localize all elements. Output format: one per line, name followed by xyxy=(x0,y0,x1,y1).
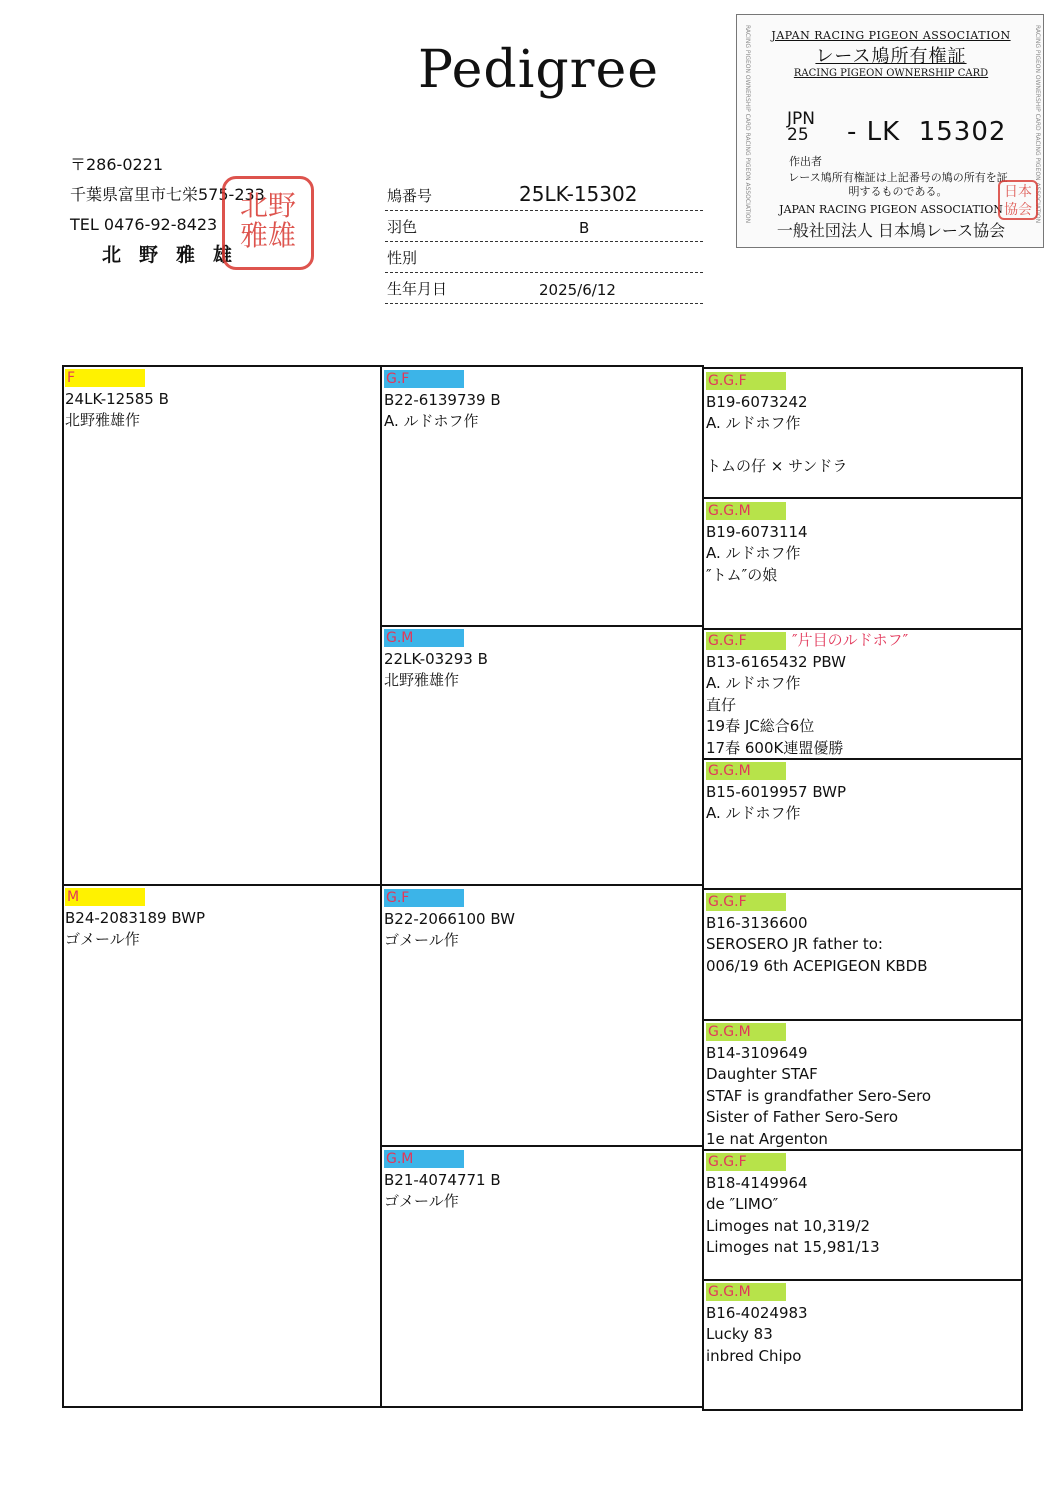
ggp-mff-cell xyxy=(706,891,928,977)
ggp-mmf-line: Limoges nat 10,319/2 xyxy=(706,1216,871,1235)
card-jpn: JPN xyxy=(787,109,815,129)
ggp-fmf-line: 19春 JC総合6位 xyxy=(706,717,815,735)
card-title-en: RACING PIGEON OWNERSHIP CARD xyxy=(793,68,989,79)
info-row-ring xyxy=(385,180,703,211)
card-inner xyxy=(763,29,1019,239)
grid-line-col2 xyxy=(380,365,382,1407)
postal-code: 〒286-0221 xyxy=(70,155,164,174)
ggp-ffm-ring: B19-6073114 xyxy=(706,522,808,541)
ggp-fff-tag: G.G.F xyxy=(706,372,786,390)
ggp-mmm-tag: G.G.M xyxy=(706,1283,786,1301)
card-number-prefix xyxy=(787,111,815,143)
ggp-fmf-line: 17春 600K連盟優勝 xyxy=(706,738,844,757)
owner-tel: TEL 0476-92-8423 xyxy=(70,215,218,234)
grid-line-mid-right xyxy=(702,888,1023,890)
info-row-sex xyxy=(385,242,703,273)
maternal-grandfather-ring: B22-2066100 BW xyxy=(384,909,515,928)
ggp-mff-line: 006/19 6th ACEPIGEON KBDB xyxy=(706,956,928,975)
ggp-mfm-line: 1e nat Argenton xyxy=(706,1129,828,1148)
card-side-text-left: RACING PIGEON OWNERSHIP CARD RACING PIGEON ASSOCIATION xyxy=(744,25,751,224)
owner-name: 北野雅雄 xyxy=(102,244,251,266)
grid-line-bottom-right xyxy=(702,1409,1023,1411)
dob-label: 生年月日 xyxy=(387,280,448,298)
maternal-grandmother-breeder: ゴメール作 xyxy=(384,1192,459,1210)
mother-cell xyxy=(65,886,205,951)
color-value: B xyxy=(579,219,590,237)
ggp-fmm-cell xyxy=(706,760,846,825)
ggp-fmm-tag: G.G.M xyxy=(706,762,786,780)
card-association-en: JAPAN RACING PIGEON ASSOCIATION xyxy=(771,29,1011,42)
card-association-en-2: JAPAN RACING PIGEON ASSOCIATION xyxy=(779,203,1003,216)
ring-value: 25LK-15302 xyxy=(519,182,638,206)
card-association-jp: 一般社団法人 日本鳩レース協会 xyxy=(776,221,1006,240)
father-cell xyxy=(65,367,169,432)
card-code: - LK xyxy=(847,117,901,147)
ggp-ffm-cell xyxy=(706,500,808,586)
dob-value: 2025/6/12 xyxy=(539,281,616,299)
association-seal-stamp xyxy=(998,180,1038,220)
ggp-fff-cell xyxy=(706,370,847,478)
info-row-color xyxy=(385,211,703,242)
card-side-text-right: RACING PIGEON OWNERSHIP CARD RACING PIGEON ASSOCIATION xyxy=(1034,25,1041,224)
card-maker-label: 作出者 xyxy=(789,155,822,168)
paternal-grandfather-tag: G.F xyxy=(384,370,464,388)
ggp-ffm-line: ″トム″の娘 xyxy=(706,565,778,584)
ggp-mmf-tag: G.G.F xyxy=(706,1153,786,1171)
ggp-ffm-tag: G.G.M xyxy=(706,502,786,520)
paternal-grandmother-cell xyxy=(384,627,488,692)
grid-line-gm2-top xyxy=(380,1145,702,1147)
ggp-fmf-ring: B13-6165432 PBW xyxy=(706,652,846,671)
paternal-grandfather-cell xyxy=(384,368,501,433)
owner-seal-stamp xyxy=(222,176,314,270)
ggp-fff-ring: B19-6073242 xyxy=(706,392,808,411)
ggp-fff-line xyxy=(706,435,847,457)
ggp-mmf-line: Limoges nat 15,981/13 xyxy=(706,1238,880,1256)
association-seal-text: 日本協会 xyxy=(1004,184,1032,218)
paternal-grandfather-breeder: A. ルドホフ作 xyxy=(384,412,479,430)
pigeon-info xyxy=(385,180,703,304)
father-breeder: 北野雅雄作 xyxy=(65,411,141,429)
mother-breeder: ゴメール作 xyxy=(65,930,140,948)
sex-label: 性別 xyxy=(387,249,418,267)
card-title-jp: レース鳩所有権証 xyxy=(815,46,967,67)
paternal-grandmother-breeder: 北野雅雄作 xyxy=(384,671,460,689)
ggp-fmf-cell xyxy=(706,630,908,759)
ggp-fff-line: トムの仔 × サンドラ xyxy=(706,457,848,475)
ggp-mff-tag: G.G.F xyxy=(706,893,786,911)
info-row-dob xyxy=(385,273,703,304)
ggp-mmm-line: inbred Chipo xyxy=(706,1346,802,1365)
grid-line-r1 xyxy=(702,497,1023,499)
ggp-fff-line: A. ルドホフ作 xyxy=(706,414,801,432)
grid-line-top-right xyxy=(702,367,1023,369)
paternal-grandfather-ring: B22-6139739 B xyxy=(384,390,501,409)
maternal-grandmother-cell xyxy=(384,1148,501,1213)
ggp-fmm-ring: B15-6019957 BWP xyxy=(706,782,846,801)
ggp-mmf-cell xyxy=(706,1151,880,1259)
father-ring: 24LK-12585 B xyxy=(65,389,169,408)
paternal-grandmother-tag: G.M xyxy=(384,629,464,647)
maternal-grandmother-ring: B21-4074771 B xyxy=(384,1170,501,1189)
ggp-mff-ring: B16-3136600 xyxy=(706,913,808,932)
ggp-mff-line: SEROSERO JR father to: xyxy=(706,935,883,953)
card-number-value: 15302 xyxy=(918,117,1007,147)
ggp-mmm-ring: B16-4024983 xyxy=(706,1303,808,1322)
ring-label: 鳩番号 xyxy=(387,187,433,205)
card-year: 25 xyxy=(787,125,809,145)
card-note: レース鳩所有権証は上記番号の鳩の所有を証明するものである。 xyxy=(788,171,1008,198)
ggp-fmf-tag: G.G.F xyxy=(706,632,786,650)
maternal-grandfather-breeder: ゴメール作 xyxy=(384,931,459,949)
ggp-mmf-ring: B18-4149964 xyxy=(706,1173,808,1192)
ggp-mfm-line: Sister of Father Sero-Sero xyxy=(706,1108,898,1126)
ggp-fmf-line: 直仔 xyxy=(706,695,737,714)
father-tag: F xyxy=(65,369,145,387)
ggp-mmm-cell xyxy=(706,1281,808,1367)
maternal-grandmother-tag: G.M xyxy=(384,1150,464,1168)
page-title: Pedigree xyxy=(418,40,660,100)
ggp-fmf-line: A. ルドホフ作 xyxy=(706,674,801,692)
owner-address: 千葉県富里市七栄575-233 xyxy=(70,185,265,204)
ggp-mfm-ring: B14-3109649 xyxy=(706,1043,808,1062)
ggp-mmm-line: Lucky 83 xyxy=(706,1325,773,1343)
mother-tag: M xyxy=(65,888,145,906)
card-ring-number xyxy=(847,117,1006,147)
ggp-fmm-line: A. ルドホフ作 xyxy=(706,804,801,822)
ggp-mfm-cell xyxy=(706,1021,931,1150)
paternal-grandmother-ring: 22LK-03293 B xyxy=(384,649,488,668)
ggp-mmf-line: de ″LIMO″ xyxy=(706,1195,779,1213)
grid-line-bottom-left xyxy=(62,1406,702,1408)
grid-line-left xyxy=(62,365,64,1407)
color-label: 羽色 xyxy=(387,218,418,236)
ggp-mfm-line: Daughter STAF xyxy=(706,1065,818,1083)
mother-ring: B24-2083189 BWP xyxy=(65,908,205,927)
ggp-fmf-nickname: ″片目のルドホフ″ xyxy=(792,631,909,649)
maternal-grandfather-cell xyxy=(384,887,515,952)
ggp-mfm-line: STAF is grandfather Sero-Sero xyxy=(706,1086,932,1105)
ggp-mfm-tag: G.G.M xyxy=(706,1023,786,1041)
maternal-grandfather-tag: G.F xyxy=(384,889,464,907)
owner-seal-text: 北野雅雄 xyxy=(239,189,296,252)
ggp-ffm-line: A. ルドホフ作 xyxy=(706,544,801,562)
